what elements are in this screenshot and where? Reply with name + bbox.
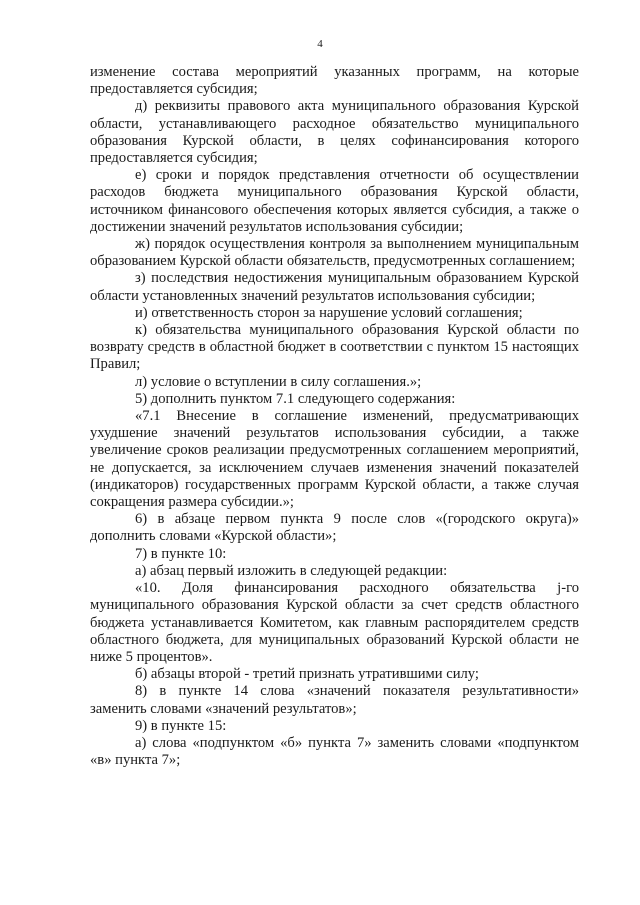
paragraph: а) абзац первый изложить в следующей редакции: bbox=[135, 562, 448, 579]
paragraph: 8) в пункте 14 слова «значений показателя результативности» заменить словами «значений результатов»; bbox=[90, 683, 579, 717]
paragraph: «10. Доля финансирования расходного обязательства j-го муниципального образования Курской области за счет средств областного бюджета устанавливается Комитетом, как главным распорядителем средств областного бюджета, для муниципальных образований Курской области не ниже 5 процентов». bbox=[90, 580, 579, 665]
paragraph: к) обязательства муниципального образования Курской области по возврату средств в областной бюджет в соответствии с пунктом 15 настоящих Правил; bbox=[90, 322, 579, 373]
paragraph: з) последствия недостижения муниципальным образованием Курской области установленных значений результатов использования субсидии; bbox=[90, 270, 579, 304]
paragraph: 5) дополнить пунктом 7.1 следующего содержания: bbox=[135, 390, 456, 407]
paragraph: «7.1 Внесение в соглашение изменений, предусматривающих ухудшение значений результатов использования субсидии, а также увеличение сроков реализации предусмотренных соглашением мероприятий, не допускается, за исключением случаев изменения значений показателей (индикаторов) государственных программ Курской области, а также случая сокращения размера субсидии.»; bbox=[90, 408, 579, 511]
paragraph: 6) в абзаце первом пункта 9 после слов «(городского округа)» дополнить словами «Курской области»; bbox=[90, 511, 579, 545]
paragraph: а) слова «подпунктом «б» пункта 7» заменить словами «подпунктом «в» пункта 7»; bbox=[90, 734, 579, 769]
page-number: 4 bbox=[317, 38, 323, 50]
paragraph: 7) в пункте 10: bbox=[135, 545, 227, 562]
paragraph: е) сроки и порядок представления отчетности об осуществлении расходов бюджета муниципального образования Курской области, источником финансового обеспечения которых является субсидия, а также о достижении значений результатов использования субсидии; bbox=[90, 167, 579, 235]
document-body bbox=[90, 64, 579, 769]
paragraph: изменение состава мероприятий указанных программ, на которые предоставляется субсидия; bbox=[90, 64, 579, 98]
paragraph: л) условие о вступлении в силу соглашения.»; bbox=[135, 373, 422, 390]
paragraph: ж) порядок осуществления контроля за выполнением муниципальным образованием Курской области обязательств, предусмотренных соглашением; bbox=[90, 236, 579, 270]
paragraph: и) ответственность сторон за нарушение условий соглашения; bbox=[135, 304, 523, 321]
paragraph: 9) в пункте 15: bbox=[135, 717, 227, 734]
paragraph: д) реквизиты правового акта муниципального образования Курской области, устанавливающего расходное обязательство муниципального образования Курской области, в целях софинансирования которого предоставляется субсидия; bbox=[90, 98, 579, 167]
paragraph: б) абзацы второй - третий признать утратившими силу; bbox=[135, 666, 479, 683]
